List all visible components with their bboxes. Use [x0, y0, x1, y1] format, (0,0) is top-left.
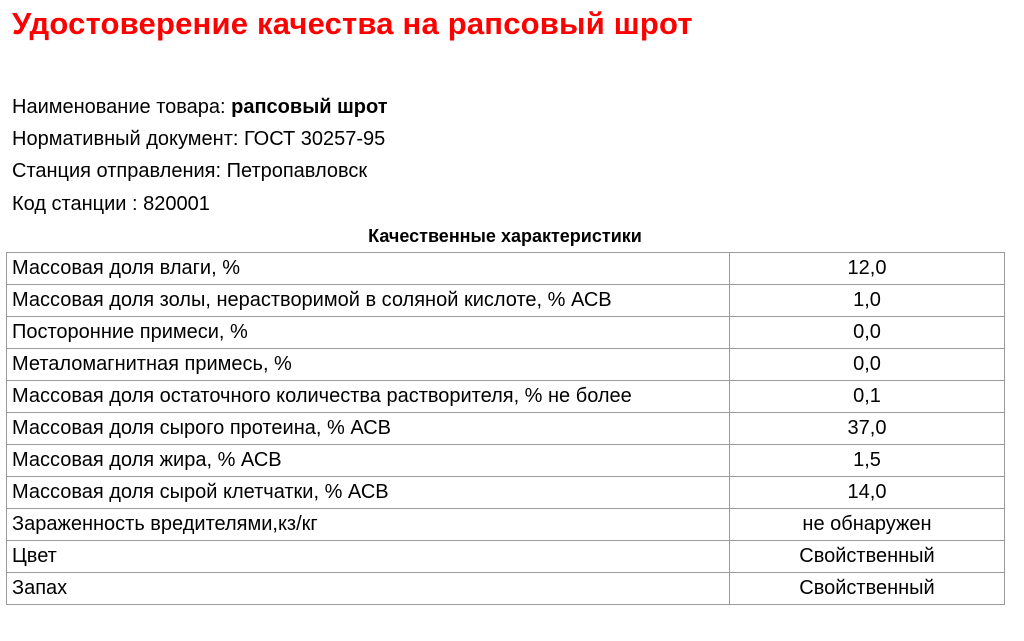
parameter-cell: Массовая доля влаги, %: [7, 253, 730, 285]
value-cell: 37,0: [730, 413, 1005, 445]
parameter-cell: Зараженность вредителями,кз/кг: [7, 509, 730, 541]
parameter-cell: Массовая доля сырой клетчатки, % АСВ: [7, 477, 730, 509]
table-row: [7, 413, 1005, 445]
table-row: [7, 381, 1005, 413]
value-cell: 14,0: [730, 477, 1005, 509]
section-heading: Качественные характеристики: [368, 226, 642, 246]
product-value: рапсовый шрот: [231, 96, 388, 118]
table-row: [7, 349, 1005, 381]
station-value: Петропавловск: [226, 160, 368, 182]
value-cell: Свойственный: [730, 541, 1005, 573]
product-line: [12, 96, 388, 119]
parameter-cell: Массовая доля золы, нерастворимой в соляной кислоте, % АСВ: [7, 285, 730, 317]
normative-label: Нормативный документ:: [12, 128, 244, 150]
table-row: [7, 445, 1005, 477]
value-cell: 0,1: [730, 381, 1005, 413]
table-row: [7, 477, 1005, 509]
table-row: [7, 253, 1005, 285]
table-row: [7, 509, 1005, 541]
value-cell: 1,0: [730, 285, 1005, 317]
normative-value: ГОСТ 30257-95: [243, 128, 386, 150]
table-row: [7, 317, 1005, 349]
parameter-cell: Металомагнитная примесь, %: [7, 349, 730, 381]
table-row: [7, 285, 1005, 317]
station-code-line: [12, 193, 210, 216]
parameter-cell: Цвет: [7, 541, 730, 573]
station-code-value: 820001: [143, 193, 210, 215]
value-cell: не обнаружен: [730, 509, 1005, 541]
station-code-label: Код станции :: [12, 193, 144, 215]
station-line: [12, 160, 367, 183]
parameter-cell: Массовая доля сырого протеина, % АСВ: [7, 413, 730, 445]
table-row: [7, 573, 1005, 605]
page-title: Удостоверение качества на рапсовый шрот: [12, 6, 693, 41]
value-cell: 1,5: [730, 445, 1005, 477]
product-label: Наименование товара:: [12, 96, 232, 118]
value-cell: Свойственный: [730, 573, 1005, 605]
table-row: [7, 541, 1005, 573]
quality-table: [6, 252, 1005, 605]
parameter-cell: Запах: [7, 573, 730, 605]
parameter-cell: Массовая доля жира, % АСВ: [7, 445, 730, 477]
parameter-cell: Посторонние примеси, %: [7, 317, 730, 349]
parameter-cell: Массовая доля остаточного количества растворителя, % не более: [7, 381, 730, 413]
value-cell: 0,0: [730, 317, 1005, 349]
value-cell: 12,0: [730, 253, 1005, 285]
normative-line: [12, 128, 385, 151]
station-label: Станция отправления:: [12, 160, 227, 182]
value-cell: 0,0: [730, 349, 1005, 381]
